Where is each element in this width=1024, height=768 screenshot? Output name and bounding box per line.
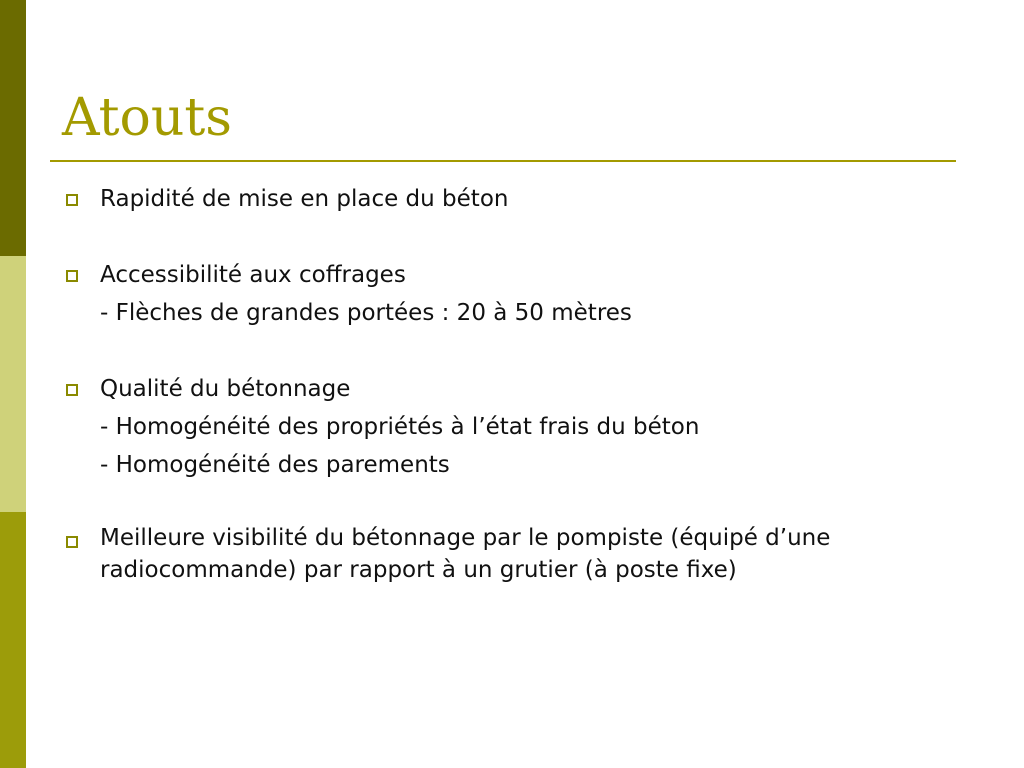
bullet-item (66, 256, 936, 332)
bullet-text: Accessibilité aux coffrages (100, 262, 406, 288)
slide-title: Atouts (62, 88, 232, 148)
bullet-spacer (66, 332, 936, 370)
side-bar-segment-dark (0, 0, 26, 256)
bullet-spacer (66, 484, 936, 522)
bullet-list (66, 180, 936, 586)
bullet-item (66, 180, 936, 218)
square-bullet-icon (66, 384, 78, 396)
bullet-item (66, 370, 936, 484)
bullet-text: Qualité du bétonnage (100, 376, 351, 402)
side-bar-segment-mid (0, 512, 26, 768)
bullet-text: Meilleure visibilité du bétonnage par le pompiste (équipé d’une radiocommande) par rapport à un grutier (à poste fixe) (100, 525, 831, 583)
bullet-spacer (66, 218, 936, 256)
square-bullet-icon (66, 194, 78, 206)
bullet-subline: - Homogénéité des parements (100, 452, 450, 478)
bullet-subline: - Flèches de grandes portées : 20 à 50 mètres (100, 300, 632, 326)
square-bullet-icon (66, 536, 78, 548)
side-accent-bar (0, 0, 26, 768)
square-bullet-icon (66, 270, 78, 282)
title-underline (50, 160, 956, 162)
side-bar-segment-light (0, 256, 26, 512)
bullet-item (66, 522, 936, 586)
bullet-text: Rapidité de mise en place du béton (100, 186, 509, 212)
bullet-subline: - Homogénéité des propriétés à l’état frais du béton (100, 414, 700, 440)
